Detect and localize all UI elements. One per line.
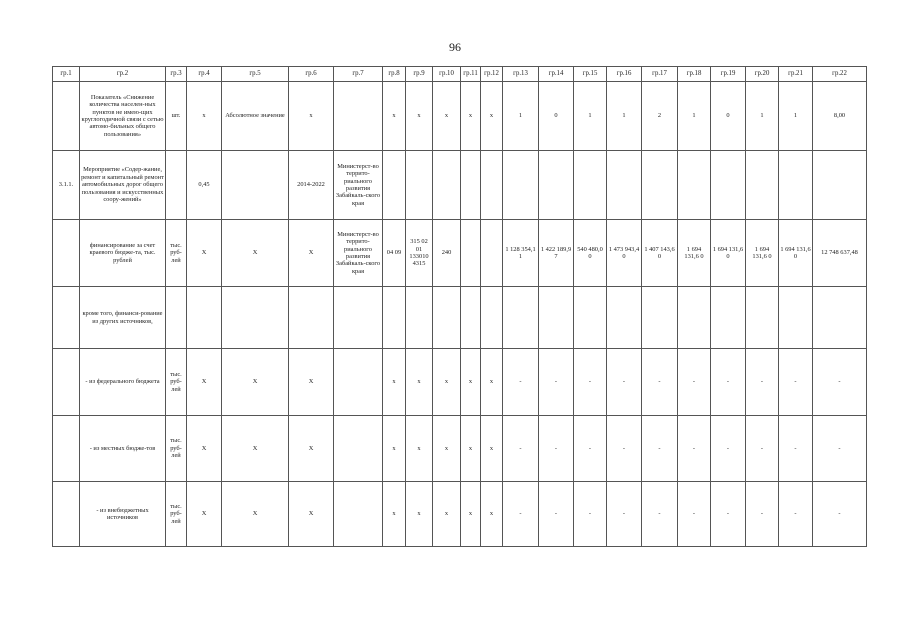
table-cell: - <box>503 482 539 547</box>
table-cell: х <box>383 416 406 482</box>
table-cell: - <box>813 349 867 416</box>
table-cell <box>678 151 711 220</box>
table-cell <box>53 220 80 287</box>
column-header: гр.1 <box>53 67 80 82</box>
table-cell <box>166 287 187 349</box>
table-cell <box>334 482 383 547</box>
table-cell: - <box>711 349 746 416</box>
table-cell: х <box>406 349 433 416</box>
table-cell <box>334 287 383 349</box>
table-cell: - <box>574 349 607 416</box>
table-cell: Абсолютное значение <box>222 82 289 151</box>
table-cell: Х <box>222 220 289 287</box>
column-header: гр.16 <box>607 67 642 82</box>
table-cell: 1 694 131,6 0 <box>678 220 711 287</box>
table-cell: х <box>433 416 461 482</box>
table-cell <box>222 151 289 220</box>
table-cell: 04 09 <box>383 220 406 287</box>
column-header: гр.8 <box>383 67 406 82</box>
table-cell <box>461 287 481 349</box>
table-cell <box>503 287 539 349</box>
table-cell: 1 <box>678 82 711 151</box>
column-header: гр.5 <box>222 67 289 82</box>
table-cell: тыс. руб-лей <box>166 349 187 416</box>
column-header: гр.21 <box>779 67 813 82</box>
table-cell <box>711 287 746 349</box>
table-cell <box>222 287 289 349</box>
table-row <box>53 416 867 482</box>
table-cell: - <box>813 482 867 547</box>
page-number: 96 <box>449 40 461 54</box>
table-cell: - <box>711 416 746 482</box>
table-cell: Х <box>289 416 334 482</box>
table-cell: х <box>406 82 433 151</box>
table-cell <box>166 151 187 220</box>
table-cell <box>481 220 503 287</box>
table-row <box>53 349 867 416</box>
table-cell: 1 407 143,6 0 <box>642 220 678 287</box>
table-cell: - <box>607 416 642 482</box>
table-cell: 8,00 <box>813 82 867 151</box>
table-cell: - <box>574 416 607 482</box>
table-cell: - <box>642 416 678 482</box>
table-cell <box>334 416 383 482</box>
table-cell: - <box>678 482 711 547</box>
column-header: гр.2 <box>80 67 166 82</box>
table-cell: - <box>607 482 642 547</box>
table-cell: Мероприятие «Содер-жание, ремонт и капитальный ремонт автомобильных дорог общего пользования и искусственных соору-жений» <box>80 151 166 220</box>
column-header: гр.3 <box>166 67 187 82</box>
table-cell: х <box>461 82 481 151</box>
table-cell <box>461 151 481 220</box>
table-cell: 0 <box>539 82 574 151</box>
column-header: гр.18 <box>678 67 711 82</box>
table-cell <box>607 151 642 220</box>
table-cell <box>779 287 813 349</box>
table-cell: 315 02 01 133010 4315 <box>406 220 433 287</box>
table-cell: 240 <box>433 220 461 287</box>
table-cell <box>406 287 433 349</box>
table-cell <box>334 82 383 151</box>
column-header: гр.9 <box>406 67 433 82</box>
budget-table <box>52 66 867 547</box>
table-cell: шт. <box>166 82 187 151</box>
table-cell <box>574 287 607 349</box>
column-header: гр.10 <box>433 67 461 82</box>
table-cell: Х <box>289 220 334 287</box>
table-cell: 1 <box>779 82 813 151</box>
table-cell: 2 <box>642 82 678 151</box>
table-cell: - <box>779 416 813 482</box>
table-row <box>53 287 867 349</box>
table-cell: Х <box>187 349 222 416</box>
table-cell: х <box>481 349 503 416</box>
table-cell <box>711 151 746 220</box>
table-cell: - из местных бюдже-тов <box>80 416 166 482</box>
table-cell: тыс. руб-лей <box>166 416 187 482</box>
column-header: гр.20 <box>746 67 779 82</box>
table-cell: 12 748 637,48 <box>813 220 867 287</box>
table-cell: 0 <box>711 82 746 151</box>
table-cell: 1 <box>746 82 779 151</box>
table-cell: 1 128 354,1 1 <box>503 220 539 287</box>
table-cell <box>813 287 867 349</box>
column-header: гр.4 <box>187 67 222 82</box>
table-cell: - <box>779 349 813 416</box>
table-cell: - <box>746 416 779 482</box>
table-cell: - <box>503 349 539 416</box>
table-cell: 1 473 943,4 0 <box>607 220 642 287</box>
table-cell <box>746 151 779 220</box>
column-header: гр.15 <box>574 67 607 82</box>
table-cell: х <box>461 482 481 547</box>
table-cell: х <box>433 349 461 416</box>
table-cell: - <box>574 482 607 547</box>
table-cell <box>383 151 406 220</box>
table-cell: 1 <box>503 82 539 151</box>
table-cell: Х <box>187 482 222 547</box>
table-cell <box>187 287 222 349</box>
table-cell: 1 422 189,9 7 <box>539 220 574 287</box>
column-header: гр.6 <box>289 67 334 82</box>
table-cell: - из внебюджетных источников <box>80 482 166 547</box>
table-cell <box>746 287 779 349</box>
table-cell: х <box>289 82 334 151</box>
table-cell: 3.1.1. <box>53 151 80 220</box>
table-cell <box>539 287 574 349</box>
table-cell: 1 694 131,6 0 <box>779 220 813 287</box>
table-cell: - <box>503 416 539 482</box>
table-cell <box>481 287 503 349</box>
table-cell: х <box>481 82 503 151</box>
table-cell <box>678 287 711 349</box>
table-cell: - <box>746 482 779 547</box>
table-cell: х <box>481 482 503 547</box>
table-cell: - <box>539 416 574 482</box>
table-cell: Х <box>222 349 289 416</box>
table-cell: х <box>187 82 222 151</box>
table-cell <box>53 82 80 151</box>
table-cell: х <box>433 82 461 151</box>
table-row <box>53 151 867 220</box>
table-cell <box>481 151 503 220</box>
table-cell: Министерст-во террито-риального развития Забайкаль-ского края <box>334 151 383 220</box>
table-cell: х <box>461 349 481 416</box>
table-cell: Х <box>222 416 289 482</box>
table-cell <box>813 151 867 220</box>
table-cell <box>574 151 607 220</box>
table-cell: Х <box>222 482 289 547</box>
column-header: гр.12 <box>481 67 503 82</box>
table-cell: Министерст-во террито-риального развития Забайкаль-ского края <box>334 220 383 287</box>
table-row <box>53 482 867 547</box>
table-cell <box>779 151 813 220</box>
table-cell <box>433 287 461 349</box>
table-cell <box>607 287 642 349</box>
table-cell: - <box>813 416 867 482</box>
column-header: гр.19 <box>711 67 746 82</box>
table-cell: Х <box>289 349 334 416</box>
table-cell: 540 480,0 0 <box>574 220 607 287</box>
table-cell: - <box>642 482 678 547</box>
table-cell <box>334 349 383 416</box>
table-cell: - из федерального бюджета <box>80 349 166 416</box>
table-cell: - <box>678 349 711 416</box>
table-cell: х <box>481 416 503 482</box>
table-cell: тыс. руб-лей <box>166 482 187 547</box>
table-cell: - <box>746 349 779 416</box>
table-cell: 1 <box>607 82 642 151</box>
table-cell <box>53 482 80 547</box>
column-header: гр.11 <box>461 67 481 82</box>
table-cell: х <box>433 482 461 547</box>
table-cell: х <box>383 482 406 547</box>
table-cell: тыс. руб-лей <box>166 220 187 287</box>
table-cell: Х <box>187 220 222 287</box>
table-cell: Х <box>289 482 334 547</box>
table-cell <box>539 151 574 220</box>
header-row <box>53 67 867 82</box>
table-cell: х <box>383 349 406 416</box>
table-cell: - <box>607 349 642 416</box>
table-cell: - <box>539 349 574 416</box>
table-row <box>53 82 867 151</box>
column-header: гр.22 <box>813 67 867 82</box>
table-cell: - <box>779 482 813 547</box>
table-cell: 1 694 131,6 0 <box>746 220 779 287</box>
table-cell <box>383 287 406 349</box>
table-cell: Показатель «Снижение количества населен-ных пунктов не имею-щих круглогодичной связи с сетью автомо-бильных общего пользования» <box>80 82 166 151</box>
table-cell: Х <box>187 416 222 482</box>
table-cell <box>503 151 539 220</box>
table-cell: финансирование за счет краевого бюдже-та, тыс. рублей <box>80 220 166 287</box>
column-header: гр.14 <box>539 67 574 82</box>
table-cell: х <box>461 416 481 482</box>
table-cell <box>461 220 481 287</box>
table-cell <box>433 151 461 220</box>
table-row <box>53 220 867 287</box>
table-cell <box>53 416 80 482</box>
table-cell <box>406 151 433 220</box>
table-cell <box>53 349 80 416</box>
table-cell: - <box>678 416 711 482</box>
table-cell: - <box>642 349 678 416</box>
table-cell <box>53 287 80 349</box>
table-cell <box>642 287 678 349</box>
table-cell: кроме того, финанси-рование из других источников, <box>80 287 166 349</box>
table-cell: - <box>539 482 574 547</box>
column-header: гр.17 <box>642 67 678 82</box>
table-cell: 1 694 131,6 0 <box>711 220 746 287</box>
table-cell: 1 <box>574 82 607 151</box>
table-cell: - <box>711 482 746 547</box>
table-cell <box>289 287 334 349</box>
table-cell: х <box>383 82 406 151</box>
column-header: гр.13 <box>503 67 539 82</box>
table-cell <box>642 151 678 220</box>
table-cell: х <box>406 416 433 482</box>
column-header: гр.7 <box>334 67 383 82</box>
table-cell: х <box>406 482 433 547</box>
table-cell: 2014-2022 <box>289 151 334 220</box>
table-cell: 0,45 <box>187 151 222 220</box>
